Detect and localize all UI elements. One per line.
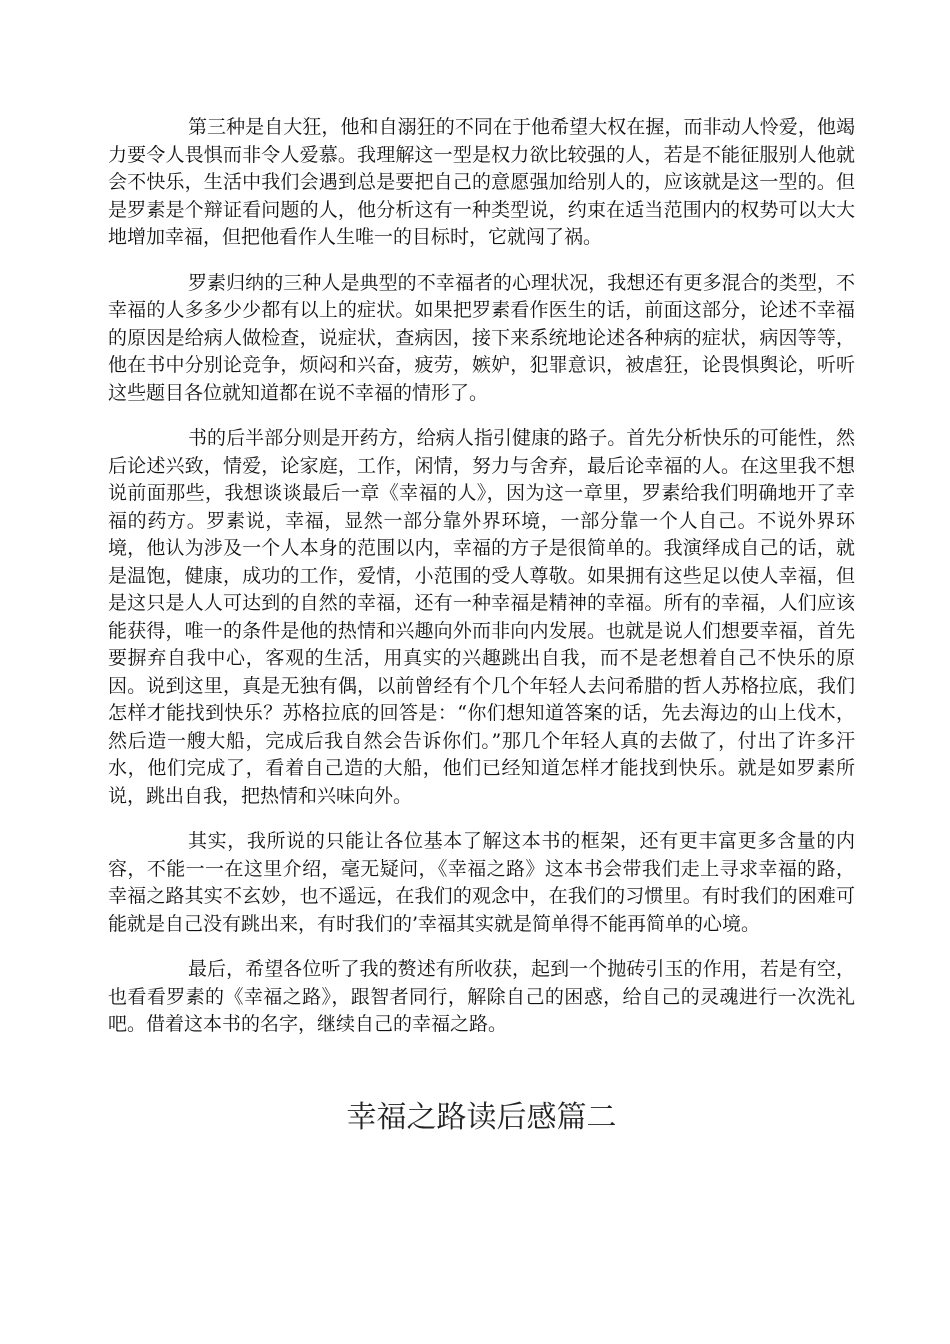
document-body <box>108 114 855 1057</box>
paragraph-2: 罗素归纳的三种人是典型的不幸福者的心理状况，我想还有更多混合的类型，不幸福的人多多少少都有以上的症状。如果把罗素看作医生的话，前面这部分，论述不幸福的原因是给病人做检查，说症状，查病因，接下来系统地论述各种病的症状，病因等等，他在书中分别论竞争，烦闷和兴奋，疲劳，嫉妒，犯罪意识，被虐狂，论畏惧舆论，听听这些题目各位就知道都在说不幸福的情形了。 <box>108 271 855 404</box>
paragraph-1: 第三种是自大狂，他和自溺狂的不同在于他希望大权在握，而非动人怜爱，他竭力要令人畏惧而非令人爱慕。我理解这一型是权力欲比较强的人，若是不能征服别人他就会不快乐，生活中我们会遇到总是要把自己的意愿强加给别人的，应该就是这一型的。但是罗素是个辩证看问题的人，他分析这有一种类型说，约束在适当范围内的权势可以大大地增加幸福，但把他看作人生唯一的目标时，它就闯了祸。 <box>108 116 855 248</box>
paragraph-4: 其实，我所说的只能让各位基本了解这本书的框架，还有更丰富更多含量的内容，不能一一在这里介绍，毫无疑问，《幸福之路》这本书会带我们走上寻求幸福的路，幸福之路其实不玄妙，也不遥远，在我们的观念中，在我们的习惯里。有时我们的困难可能就是自己没有跳出来，有时我们的’幸福其实就是简单得不能再简单的心境。 <box>108 830 855 935</box>
paragraph-3: 书的后半部分则是开药方，给病人指引健康的路子。首先分析快乐的可能性，然后论述兴致，情爱，论家庭，工作，闲情，努力与舍弃，最后论幸福的人。在这里我不想说前面那些，我想谈谈最后一章《幸福的人》，因为这一章里，罗素给我们明确地开了幸福的药方。罗素说，幸福，显然一部分靠外界环境，一部分靠一个人自己。不说外界环境，他认为涉及一个人本身的范围以内，幸福的方子是很简单的。我演绎成自己的话，就是温饱，健康，成功的工作，爱情，小范围的受人尊敬。如果拥有这些足以使人幸福，但是这只是人人可达到的自然的幸福，还有一种幸福是精神的幸福。所有的幸福，人们应该能获得，唯一的条件是他的热情和兴趣向外而非向内发展。也就是说人们想要幸福，首先要摒弃自我中心，客观的生活，用真实的兴趣跳出自我，而不是老想着自己不快乐的原因。说到这里，真是无独有偶，以前曾经有个几个年轻人去问希腊的哲人苏格拉底，我们怎样才能找到快乐？苏格拉底的回答是：“你们想知道答案的话，先去海边的山上伐木，然后造一艘大船，完成后我自然会告诉你们。”那几个年轻人真的去做了，付出了许多汗水，他们完成了，看着自己造的大船，他们已经知道怎样才能找到快乐。就是如罗素所说，跳出自我，把热情和兴味向外。 <box>108 427 855 807</box>
paragraph-5: 最后，希望各位听了我的赘述有所收获，起到一个抛砖引玉的作用，若是有空，也看看罗素的《幸福之路》，跟智者同行，解除自己的困惑，给自己的灵魂进行一次洗礼吧。借着这本书的名字，继续自己的幸福之路。 <box>108 958 855 1035</box>
section-heading: 幸福之路读后感篇二 <box>346 1100 617 1135</box>
